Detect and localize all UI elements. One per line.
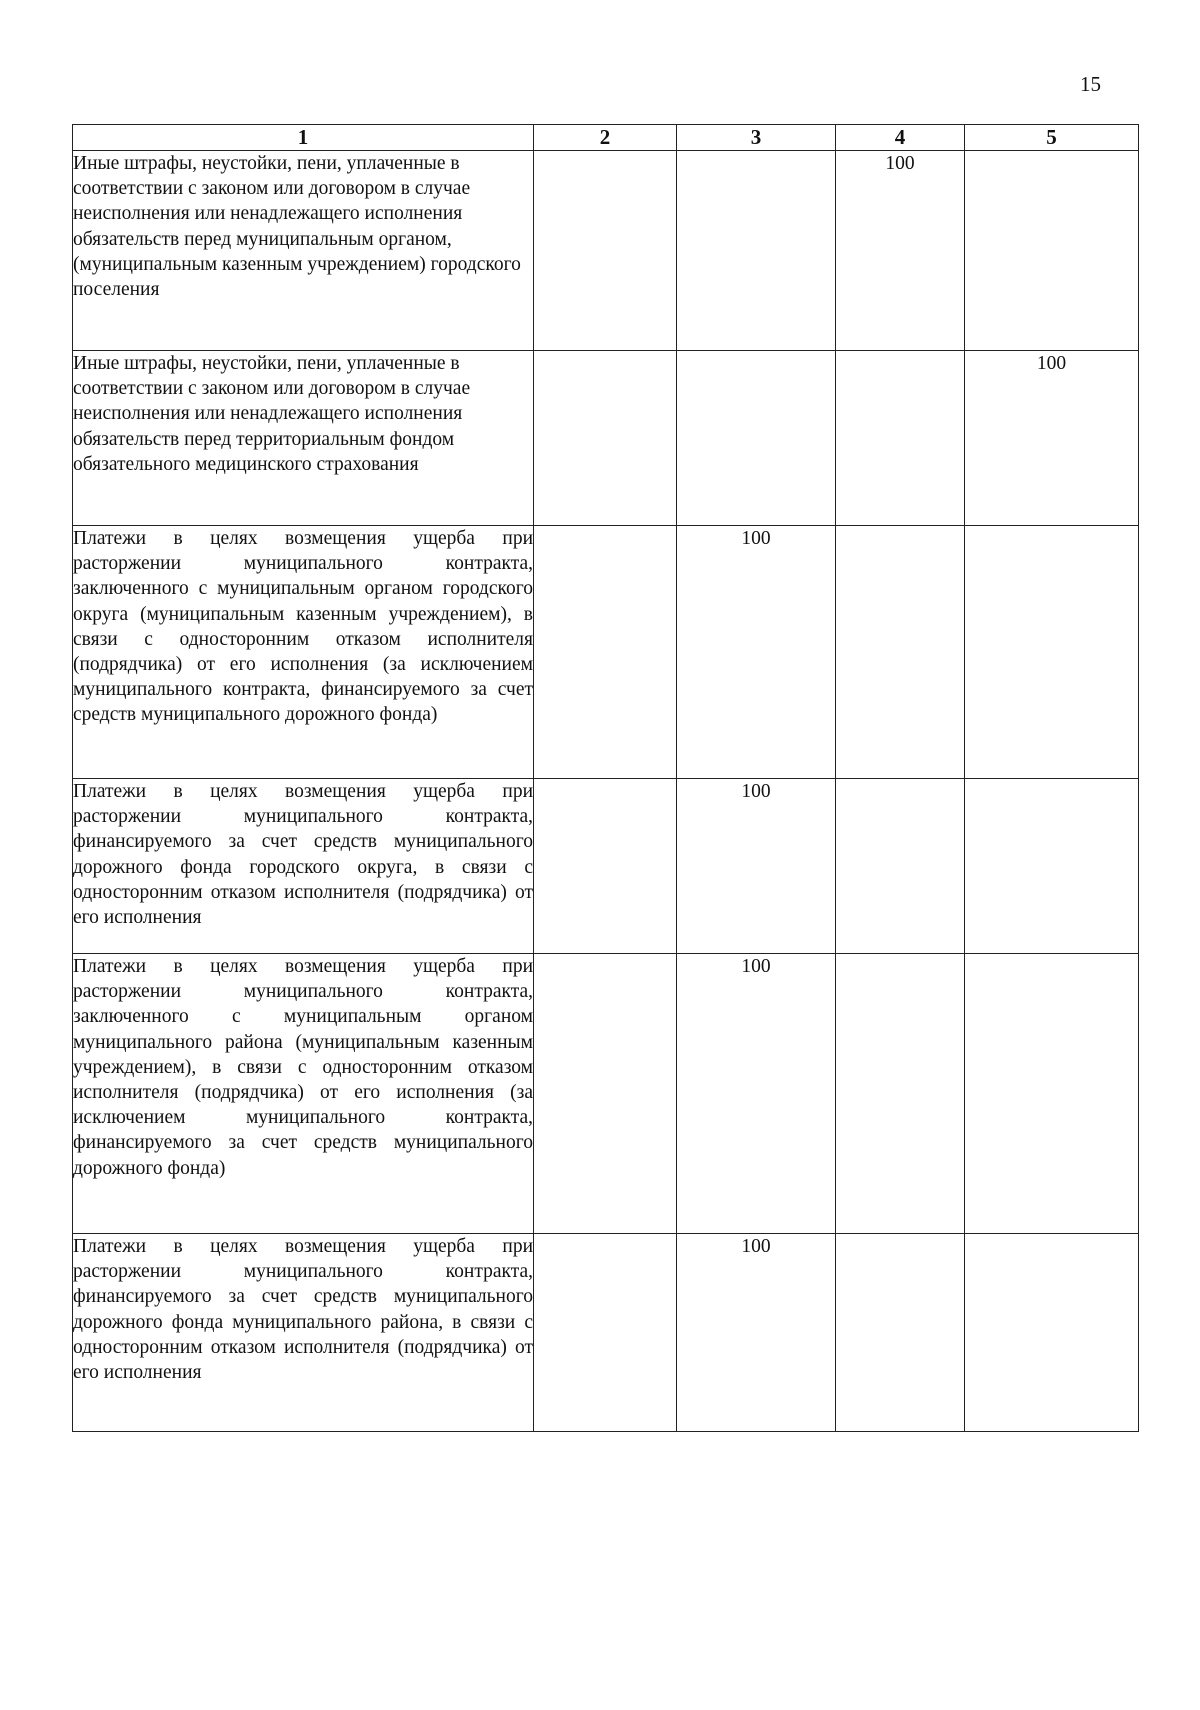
row-description: Иные штрафы, неустойки, пени, уплаченные в соответствии с законом или договором в случае неисполнения или ненадлежащего исполнения обязательств перед муниципальным органом, (муниципальным казенным учреждением) городского поселения bbox=[73, 151, 534, 351]
column-header-3: 3 bbox=[677, 125, 836, 151]
table-row bbox=[73, 351, 1139, 526]
row-value-col4 bbox=[836, 1234, 965, 1432]
row-value-col2 bbox=[534, 151, 677, 351]
table-row bbox=[73, 526, 1139, 779]
row-value-col3: 100 bbox=[677, 779, 836, 954]
row-value-col4 bbox=[836, 526, 965, 779]
row-value-col5 bbox=[965, 526, 1139, 779]
row-value-col2 bbox=[534, 351, 677, 526]
row-value-col3: 100 bbox=[677, 1234, 836, 1432]
row-description: Платежи в целях возмещения ущерба при расторжении муниципального контракта, заключенного с муниципальным органом городского округа (муниципальным казенным учреждением), в связи с односторонним отказом исполнителя (подрядчика) от его исполнения (за исключением муниципального контракта, финансируемого за счет средств муниципального дорожного фонда) bbox=[73, 526, 534, 779]
row-value-col5 bbox=[965, 779, 1139, 954]
row-description: Платежи в целях возмещения ущерба при расторжении муниципального контракта, заключенного с муниципальным органом муниципального района (муниципальным казенным учреждением), в связи с односторонним отказом исполнителя (подрядчика) от его исполнения (за исключением муниципального контракта, финансируемого за счет средств муниципального дорожного фонда) bbox=[73, 954, 534, 1234]
row-value-col5 bbox=[965, 1234, 1139, 1432]
table-row bbox=[73, 779, 1139, 954]
row-value-col3: 100 bbox=[677, 526, 836, 779]
row-value-col5 bbox=[965, 954, 1139, 1234]
row-value-col4: 100 bbox=[836, 151, 965, 351]
row-description: Платежи в целях возмещения ущерба при расторжении муниципального контракта, финансируемого за счет средств муниципального дорожного фонда городского округа, в связи с односторонним отказом исполнителя (подрядчика) от его исполнения bbox=[73, 779, 534, 954]
column-header-2: 2 bbox=[534, 125, 677, 151]
row-description: Платежи в целях возмещения ущерба при расторжении муниципального контракта, финансируемого за счет средств муниципального дорожного фонда муниципального района, в связи с односторонним отказом исполнителя (подрядчика) от его исполнения bbox=[73, 1234, 534, 1432]
column-header-1: 1 bbox=[73, 125, 534, 151]
row-value-col5: 100 bbox=[965, 351, 1139, 526]
table-header-row bbox=[73, 125, 1139, 151]
row-value-col3 bbox=[677, 151, 836, 351]
page-number: 15 bbox=[1080, 72, 1101, 96]
table-row bbox=[73, 1234, 1139, 1432]
row-value-col2 bbox=[534, 954, 677, 1234]
column-header-4: 4 bbox=[836, 125, 965, 151]
table-row bbox=[73, 151, 1139, 351]
row-value-col4 bbox=[836, 779, 965, 954]
revenue-distribution-table bbox=[72, 124, 1139, 1432]
row-value-col2 bbox=[534, 526, 677, 779]
row-value-col4 bbox=[836, 954, 965, 1234]
row-description: Иные штрафы, неустойки, пени, уплаченные в соответствии с законом или договором в случае неисполнения или ненадлежащего исполнения обязательств перед территориальным фондом обязательного медицинского страхования bbox=[73, 351, 534, 526]
row-value-col2 bbox=[534, 1234, 677, 1432]
column-header-5: 5 bbox=[965, 125, 1139, 151]
table-row bbox=[73, 954, 1139, 1234]
row-value-col2 bbox=[534, 779, 677, 954]
row-value-col4 bbox=[836, 351, 965, 526]
row-value-col5 bbox=[965, 151, 1139, 351]
row-value-col3 bbox=[677, 351, 836, 526]
row-value-col3: 100 bbox=[677, 954, 836, 1234]
